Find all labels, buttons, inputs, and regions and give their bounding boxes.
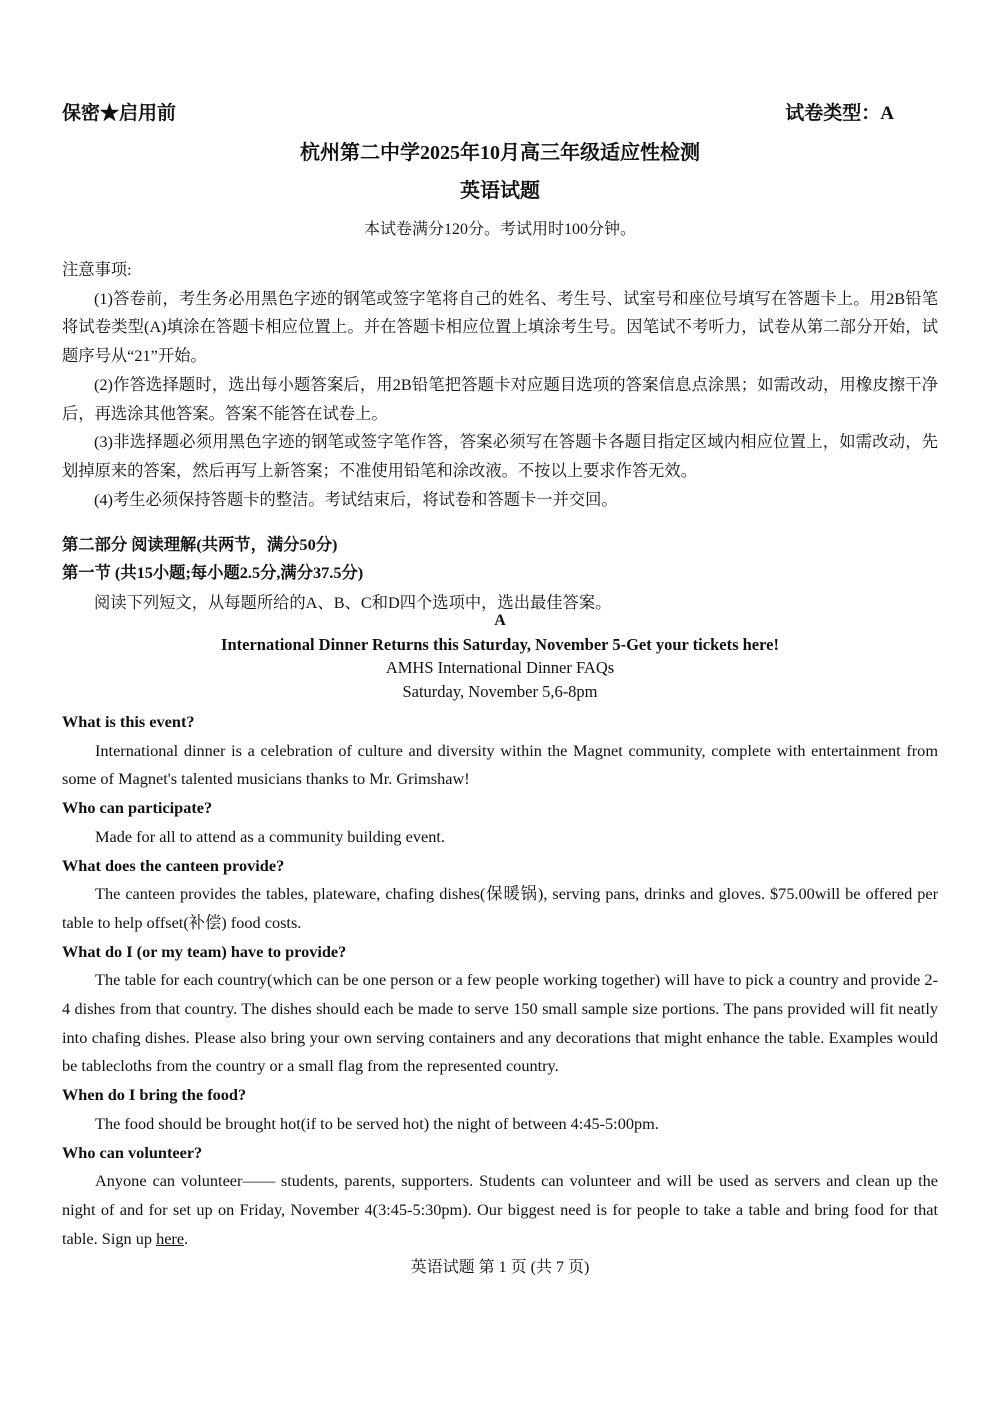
- paper-type-label: 试卷类型：A: [785, 103, 894, 124]
- faq-question: What do I (or my team) have to provide?: [62, 941, 347, 961]
- passage-title: International Dinner Returns this Saturday, November 5-Get your tickets here!: [221, 635, 779, 654]
- faq-answer: International dinner is a celebration of culture and diversity within the Magnet community, complete with entertainment from some of Magnet's talented musicians thanks to Mr. Grimshaw!: [62, 740, 938, 789]
- faq-answer: The food should be brought hot(if to be served hot) the night of between 4:45-5:00pm.: [95, 1113, 659, 1133]
- faq-answer: The canteen provides the tables, plateware, chafing dishes(保暖锅), serving pans, drinks and gloves. $75.00will be offered per table to help offset(补偿) food costs.: [62, 884, 938, 932]
- faq-list: [62, 708, 938, 1253]
- faq-question: Who can volunteer?: [62, 1142, 203, 1162]
- notice-heading: 注意事项:: [62, 260, 132, 279]
- faq-answer: Made for all to attend as a community building event.: [95, 826, 445, 846]
- faq-question: What does the canteen provide?: [62, 855, 285, 875]
- faq-question: What is this event?: [62, 712, 195, 731]
- faq-answer-tail: .: [184, 1228, 189, 1248]
- passage-date: Saturday, November 5,6-8pm: [402, 682, 598, 701]
- exam-title: 杭州第二中学2025年10月高三年级适应性检测: [300, 142, 700, 164]
- notice-item-3: (3)非选择题必须用黑色字迹的钢笔或签字笔作答，答案必须写在答题卡各题目指定区域内相应位置上，如需改动，先划掉原来的答案，然后再写上新答案；不准使用铅笔和涂改液。不按以上要求作答无效。: [62, 432, 938, 480]
- sign-up-link[interactable]: here: [156, 1228, 185, 1248]
- page-footer: 英语试题 第 1 页 (共 7 页): [410, 1259, 590, 1276]
- part-title: 第二部分 阅读理解(共两节，满分50分): [62, 535, 338, 554]
- faq-question: Who can participate?: [62, 798, 213, 818]
- faq-answer: The table for each country(which can be one person or a few people working together) will have to pick a country and provide 2-4 dishes from that country. The dishes should each be made to serve 150 small sample size portions. The pans provided will fit neatly into chafing dishes. Please also bring your own serving containers and any decorations that might enhance the table. Examples would be tablecloths from the country or a small flag from the represented country.: [62, 970, 938, 1076]
- confidential-label: 保密★启用前: [62, 103, 177, 124]
- exam-subject: 英语试题: [460, 180, 540, 202]
- notice-item-4: (4)考生必须保持答题卡的整洁。考试结束后，将试卷和答题卡一并交回。: [94, 489, 618, 509]
- section-title: 第一节 (共15小题;每小题2.5分,满分37.5分): [62, 563, 364, 582]
- exam-info: 本试卷满分120分。考试用时100分钟。: [363, 221, 636, 238]
- passage-subtitle: AMHS International Dinner FAQs: [385, 658, 615, 677]
- passage-letter: A: [494, 612, 506, 629]
- faq-answer: [62, 1167, 938, 1253]
- faq-question: When do I bring the food?: [62, 1085, 247, 1105]
- notice-item-1: (1)答卷前，考生务必用黑色字迹的钢笔或签字笔将自己的姓名、考生号、试室号和座位号填写在答题卡上。用2B铅笔将试卷类型(A)填涂在答题卡相应位置上。并在答题卡相应位置上填涂考生号。因笔试不考听力，试卷从第二部分开始，试题序号从“21”开始。: [62, 288, 938, 366]
- faq-answer-text: Anyone can volunteer—— students, parents, supporters. Students can volunteer and will be used as servers and clean up the night of and for set up on Friday, November 4(3:45-5:30pm). Our biggest need is for people to take a table and bring food for that table. Sign up: [62, 1171, 938, 1248]
- notice-item-2: (2)作答选择题时，选出每小题答案后，用2B铅笔把答题卡对应题目选项的答案信息点涂黑；如需改动，用橡皮擦干净后，再选涂其他答案。答案不能答在试卷上。: [62, 374, 938, 423]
- notice-block: [62, 256, 938, 514]
- section-instruction: 阅读下列短文，从每题所给的A、B、C和D四个选项中，选出最佳答案。: [94, 593, 612, 612]
